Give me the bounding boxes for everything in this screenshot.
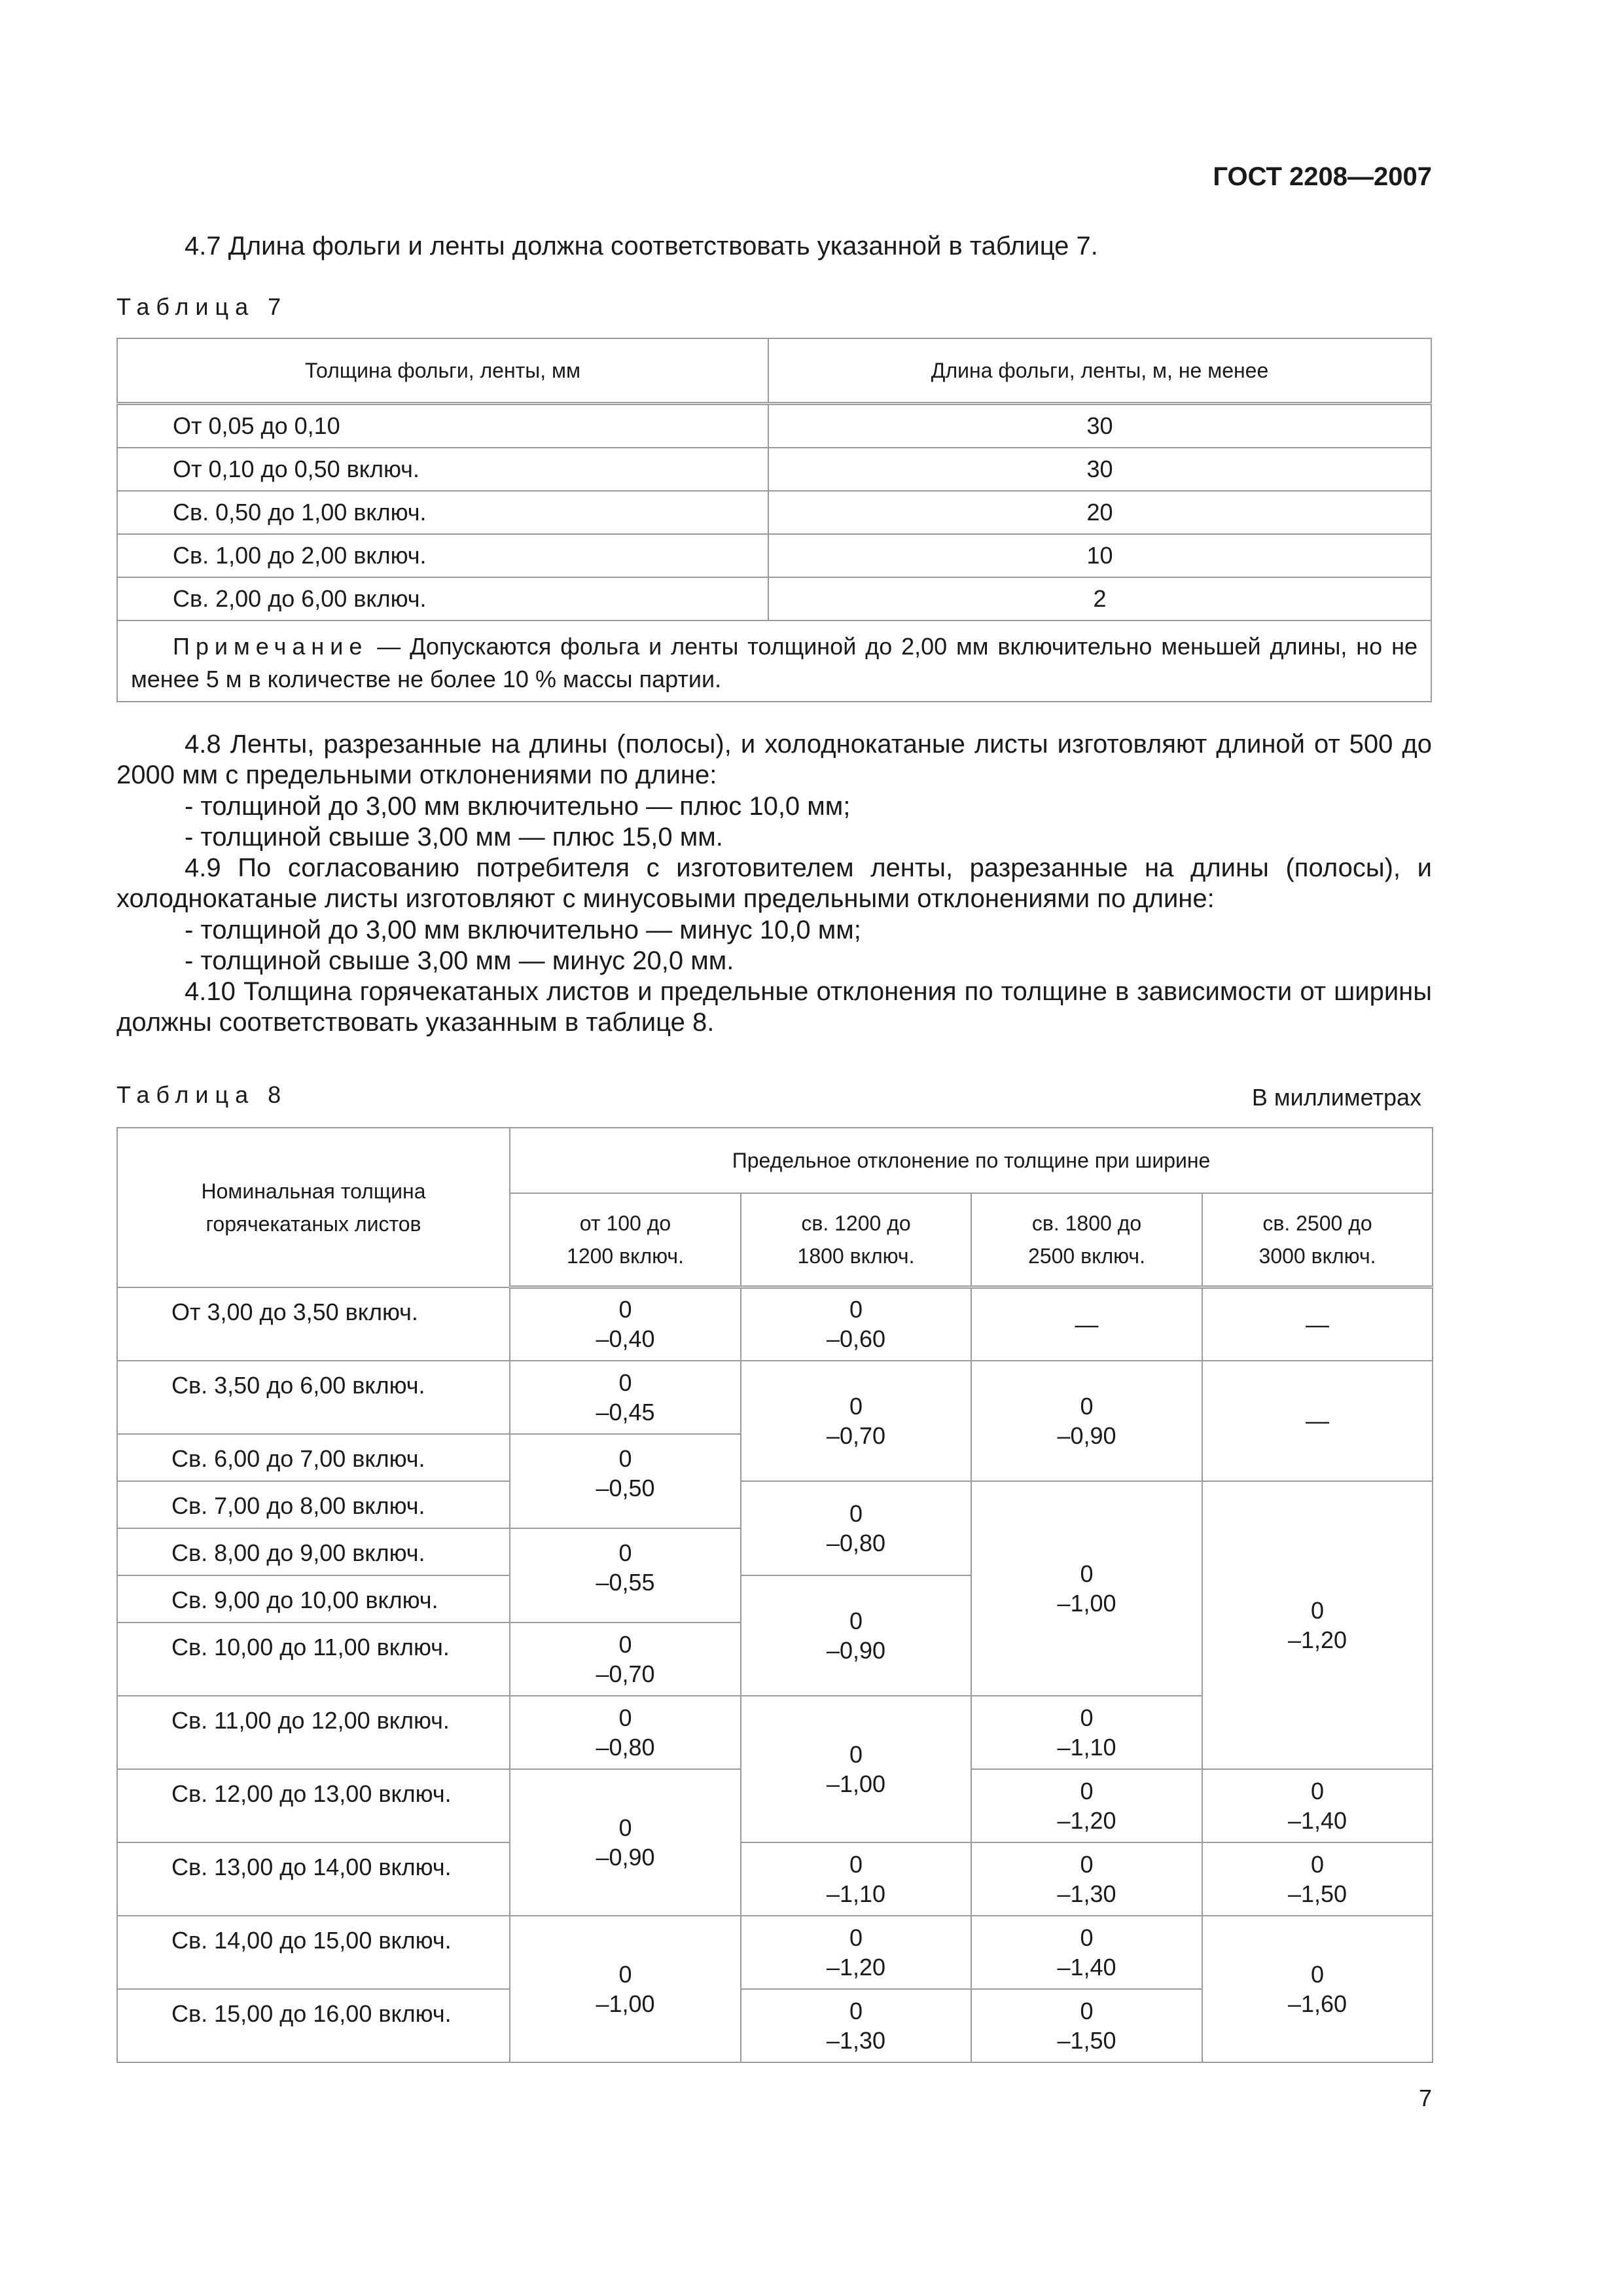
table-row	[117, 1916, 1433, 1989]
table8-deviation: 0 –1,30	[971, 1842, 1202, 1916]
paragraph-4-7: 4.7 Длина фольги и ленты должна соответствовать указанной в таблице 7.	[185, 232, 1098, 260]
table8-header-nominal: Номинальная толщина горячекатаных листов	[117, 1128, 510, 1287]
table8-deviation: —	[1202, 1287, 1433, 1361]
paragraph-4-10: 4.10 Толщина горячекатаных листов и предельные отклонения по толщине в зависимости от ширины должны соответствовать указанным в таблице 8.	[116, 977, 1432, 1037]
table7-note-row	[117, 620, 1431, 702]
table7-thickness: От 0,05 до 0,10	[117, 404, 768, 448]
table8-header-width-1: от 100 до 1200 включ.	[510, 1193, 741, 1287]
table-row	[117, 577, 1431, 620]
table7-header-thickness: Толщина фольги, ленты, мм	[117, 338, 768, 404]
table8-deviation: 0 –0,60	[741, 1287, 971, 1361]
table8-deviation: —	[971, 1287, 1202, 1361]
table7-caption: Таблица 7	[116, 293, 288, 320]
table8-deviation: 0 –0,70	[741, 1361, 971, 1481]
table8-deviation: 0 –1,00	[510, 1916, 741, 2062]
table8-deviation: 0 –0,90	[510, 1769, 741, 1916]
paragraph-4-8: 4.8 Ленты, разрезанные на длины (полосы), и холоднокатаные листы изготовляют длиной от 500 до 2000 мм с предельными отклонениями по длине:	[116, 730, 1432, 789]
table-row	[117, 1481, 1433, 1528]
list-item: - толщиной свыше 3,00 мм — минус 20,0 мм.	[185, 946, 734, 975]
table8-deviation: 0 –1,20	[971, 1769, 1202, 1842]
note-text: — Допускаются фольга и ленты толщиной до 2,00 мм включительно меньшей длины, но не менее 5 м в количестве не более 10 % массы партии.	[131, 633, 1418, 692]
table8-deviation: 0 –0,40	[510, 1287, 741, 1361]
table8-header-width-4: св. 2500 до 3000 включ.	[1202, 1193, 1433, 1287]
table7-length: 10	[768, 534, 1431, 577]
table8-deviation: —	[1202, 1361, 1433, 1481]
table8-header-width-3: св. 1800 до 2500 включ.	[971, 1193, 1202, 1287]
table7-length: 30	[768, 404, 1431, 448]
table8-deviation: 0 –1,40	[971, 1916, 1202, 1989]
table8-deviation: 0 –1,40	[1202, 1769, 1433, 1842]
table7-header-length: Длина фольги, ленты, м, не менее	[768, 338, 1431, 404]
table8-thickness: Св. 11,00 до 12,00 включ.	[117, 1696, 510, 1769]
table8-units: В миллиметрах	[1251, 1084, 1421, 1111]
table8-deviation: 0 –0,80	[510, 1696, 741, 1769]
table-row	[117, 448, 1431, 491]
table8-deviation: 0 –0,55	[510, 1528, 741, 1623]
list-item: - толщиной до 3,00 мм включительно — плюс 10,0 мм;	[185, 792, 851, 821]
table8-thickness: Св. 14,00 до 15,00 включ.	[117, 1916, 510, 1989]
list-item: - толщиной до 3,00 мм включительно — минус 10,0 мм;	[185, 916, 861, 944]
table8-header-width-2: св. 1200 до 1800 включ.	[741, 1193, 971, 1287]
table7-thickness: От 0,10 до 0,50 включ.	[117, 448, 768, 491]
table8-thickness: Св. 7,00 до 8,00 включ.	[117, 1481, 510, 1528]
table7-thickness: Св. 0,50 до 1,00 включ.	[117, 491, 768, 534]
table8-thickness: Св. 10,00 до 11,00 включ.	[117, 1623, 510, 1696]
table8-header-group: Предельное отклонение по толщине при ширине	[510, 1128, 1433, 1193]
table8-thickness: Св. 13,00 до 14,00 включ.	[117, 1842, 510, 1916]
paragraph-4-9: 4.9 По согласованию потребителя с изготовителем ленты, разрезанные на длины (полосы), и холоднокатаные листы изготовляют с минусовыми предельными отклонениями по длине:	[116, 853, 1432, 913]
table-row	[117, 491, 1431, 534]
table7-length: 2	[768, 577, 1431, 620]
table8-deviation: 0 –1,60	[1202, 1916, 1433, 2062]
table7-thickness: Св. 1,00 до 2,00 включ.	[117, 534, 768, 577]
table-7	[116, 338, 1432, 702]
table8-deviation: 0 –0,45	[510, 1361, 741, 1434]
table8-deviation: 0 –1,50	[1202, 1842, 1433, 1916]
standard-header: ГОСТ 2208—2007	[1213, 162, 1432, 191]
table-8	[116, 1127, 1433, 2063]
table7-thickness: Св. 2,00 до 6,00 включ.	[117, 577, 768, 620]
table8-deviation: 0 –0,90	[741, 1575, 971, 1696]
table8-thickness: Св. 15,00 до 16,00 включ.	[117, 1989, 510, 2062]
table8-deviation: 0 –1,30	[741, 1989, 971, 2062]
note-label: Примечание	[173, 633, 368, 660]
table8-deviation: 0 –0,80	[741, 1481, 971, 1575]
table-row	[117, 1842, 1433, 1916]
table8-thickness: Св. 9,00 до 10,00 включ.	[117, 1575, 510, 1623]
table8-deviation: 0 –1,00	[971, 1481, 1202, 1696]
table8-thickness: Св. 3,50 до 6,00 включ.	[117, 1361, 510, 1434]
table7-note	[117, 620, 1431, 702]
table8-deviation: 0 –0,70	[510, 1623, 741, 1696]
table8-thickness: От 3,00 до 3,50 включ.	[117, 1287, 510, 1361]
table8-deviation: 0 –0,90	[971, 1361, 1202, 1481]
table8-deviation: 0 –1,20	[741, 1916, 971, 1989]
list-item: - толщиной свыше 3,00 мм — плюс 15,0 мм.	[185, 823, 723, 852]
table8-deviation: 0 –1,10	[741, 1842, 971, 1916]
table8-deviation: 0 –1,50	[971, 1989, 1202, 2062]
table8-deviation: 0 –1,10	[971, 1696, 1202, 1769]
table8-thickness: Св. 8,00 до 9,00 включ.	[117, 1528, 510, 1575]
table7-length: 30	[768, 448, 1431, 491]
table-row	[117, 1361, 1433, 1434]
table8-thickness: Св. 12,00 до 13,00 включ.	[117, 1769, 510, 1842]
table8-caption: Таблица 8	[116, 1081, 288, 1108]
table8-deviation: 0 –1,20	[1202, 1481, 1433, 1769]
table-row	[117, 404, 1431, 448]
table-row	[117, 534, 1431, 577]
table8-thickness: Св. 6,00 до 7,00 включ.	[117, 1434, 510, 1481]
table8-deviation: 0 –0,50	[510, 1434, 741, 1528]
table7-length: 20	[768, 491, 1431, 534]
table8-deviation: 0 –1,00	[741, 1696, 971, 1842]
table-row	[117, 1287, 1433, 1361]
page-number: 7	[1418, 2085, 1432, 2111]
